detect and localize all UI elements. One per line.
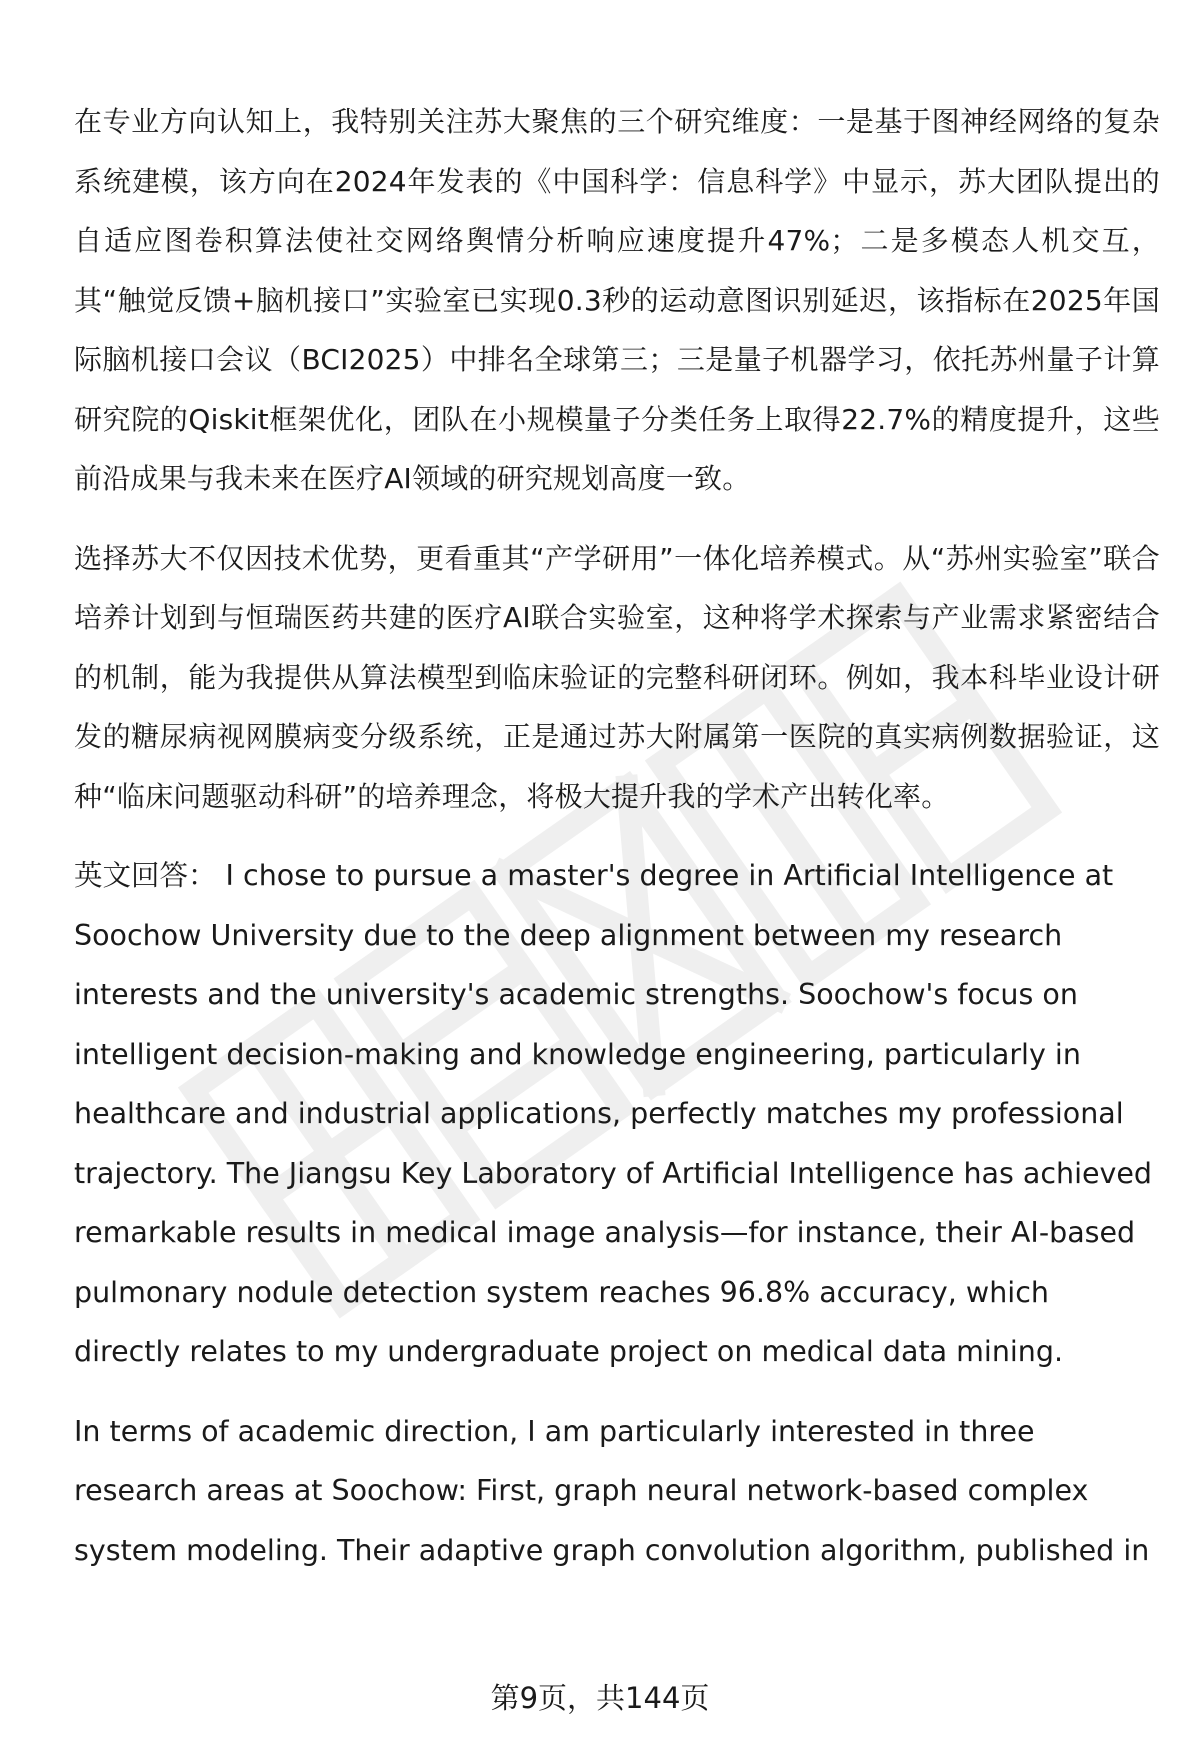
- page-number-footer: 第9页，共144页: [490, 1681, 710, 1715]
- paragraph-en-1: 英文回答： I chose to pursue a master's degree in Artificial Intelligence at Soochow University due to the deep alignment between my research interests and the university's academic strengths. Soochow's focus on intelligent decision-making and knowledge engineering, particularly in healthcare and industrial applications, perfectly matches my professional trajectory. The Jiangsu Key Laboratory of Artificial Intelligence has achieved remarkable results in medical image analysis—for instance, their AI-based pulmonary nodule detection system reaches 96.8% accuracy, which directly relates to my undergraduate project on medical data mining.: [74, 859, 1153, 1368]
- paragraph-zh-1: 在专业方向认知上，我特别关注苏大聚焦的三个研究维度：一是基于图神经网络的复杂系统建模，该方向在2024年发表的《中国科学：信息科学》中显示，苏大团队提出的自适应图卷积算法使社交网络舆情分析响应速度提升47%；二是多模态人机交互，其“触觉反馈+脑机接口”实验室已实现0.3秒的运动意图识别延迟，该指标在2025年国际脑机接口会议（BCI2025）中排名全球第三；三是量子机器学习，依托苏州量子计算研究院的Qiskit框架优化，团队在小规模量子分类任务上取得22.7%的精度提升，这些前沿成果与我未来在医疗AI领域的研究规划高度一致。: [74, 105, 1160, 495]
- document-body: [74, 92, 1160, 1600]
- paragraph-en-2: In terms of academic direction, I am particularly interested in three research areas at Soochow: First, graph neural network-based complex system modeling. Their adaptive graph convolution algorithm, published in: [74, 1414, 1150, 1567]
- paragraph-zh-2: 选择苏大不仅因技术优势，更看重其“产学研用”一体化培养模式。从“苏州实验室”联合培养计划到与恒瑞医药共建的医疗AI联合实验室，这种将学术探索与产业需求紧密结合的机制，能为我提供从算法模型到临床验证的完整科研闭环。例如，我本科毕业设计研发的糖尿病视网膜病变分级系统，正是通过苏大附属第一医院的真实病例数据验证，这种“临床问题驱动科研”的培养理念，将极大提升我的学术产出转化率。: [74, 541, 1160, 813]
